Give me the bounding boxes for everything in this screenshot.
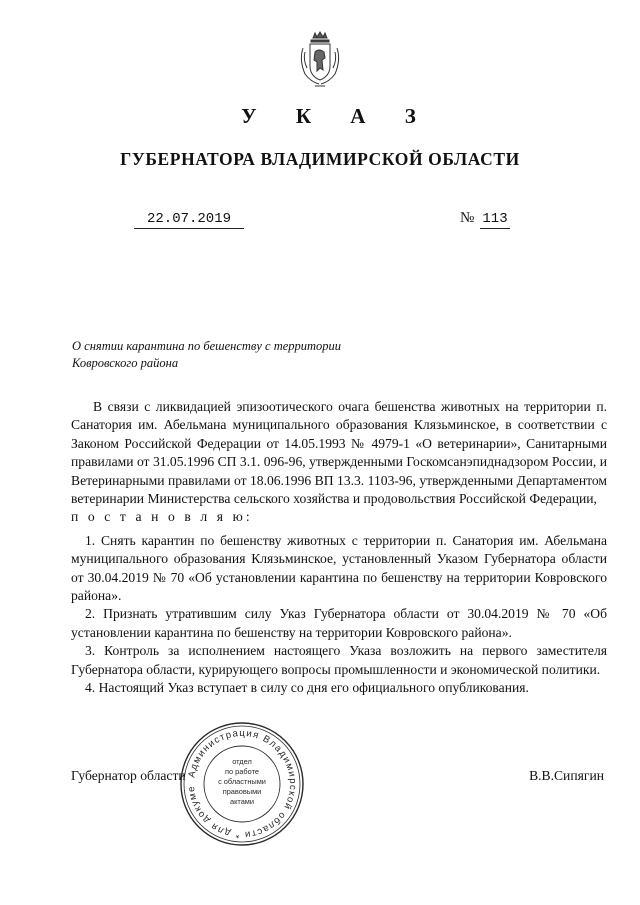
stamp-center-line-4: правовыми	[222, 787, 262, 796]
decree-number: 113	[480, 211, 510, 229]
decree-item-4: 4. Настоящий Указ вступает в силу со дня его официального опубликования.	[85, 680, 529, 696]
decree-operative-word: п о с т а н о в л я ю:	[71, 509, 253, 525]
stamp-ring-text: Администрация Владимирской области * для докуме	[185, 727, 299, 841]
stamp-center-line-3: с областными	[218, 777, 266, 786]
subject-line-2: Ковровского района	[72, 356, 179, 370]
official-stamp	[178, 720, 306, 848]
decree-item-1: 1. Снять карантин по бешенству животных с территории п. Санатория им. Абельмана муниципального образования Клязьминское, установленный Указом Губернатора области от 30.04.2019 № 70 «Об установлении карантина по бешенству на территории Ковровского района».	[71, 532, 607, 604]
signer-name: В.В.Сипягин	[529, 768, 604, 783]
decree-date: 22.07.2019	[134, 211, 244, 229]
preamble-paragraph: В связи с ликвидацией эпизоотического очага бешенства животных на территории п. Санатория им. Абельмана муниципального образования Клязьминское, в соответствии с Законом Российской Федерации от 14.05.1993 № 4979-1 «О ветеринарии», Санитарными правилами от 31.05.1996 СП 3.1. 096-96, утвержденными Госкомсанэпиднадзором России, и Ветеринарными правилами от 18.06.1996 ВП 13.3. 1103-96, утвержденными Департаментом ветеринарии Министерства сельского хозяйства и продовольствия Российской Федерации,	[71, 399, 607, 507]
decree-item-2: 2. Признать утратившим силу Указ Губернатора области от 30.04.2019 № 70 «Об установлении карантина по бешенству на территории Ковровского района».	[71, 606, 607, 640]
stamp-seal-icon	[178, 720, 306, 848]
stamp-center-line-5: актами	[229, 797, 255, 806]
decree-item-3: 3. Контроль за исполнением настоящего Указа возложить на первого заместителя Губернатора области, курирующего вопросы промышленности и экономической политики.	[71, 643, 607, 677]
vladimir-coat-of-arms-icon	[297, 30, 343, 90]
subject-line-1: О снятии карантина по бешенству с территории	[72, 339, 342, 353]
signer-position: Губернатор области	[71, 768, 186, 783]
decree-number-label: №	[460, 210, 475, 226]
stamp-center-line-1: отдел	[232, 757, 252, 766]
coat-of-arms-emblem	[297, 30, 343, 90]
stamp-center-line-2: по работе	[225, 767, 259, 776]
document-title: У К А З	[241, 104, 433, 128]
document-issuer: ГУБЕРНАТОРА ВЛАДИМИРСКОЙ ОБЛАСТИ	[120, 149, 520, 169]
decree-body	[71, 398, 607, 698]
decree-subject	[72, 338, 372, 372]
